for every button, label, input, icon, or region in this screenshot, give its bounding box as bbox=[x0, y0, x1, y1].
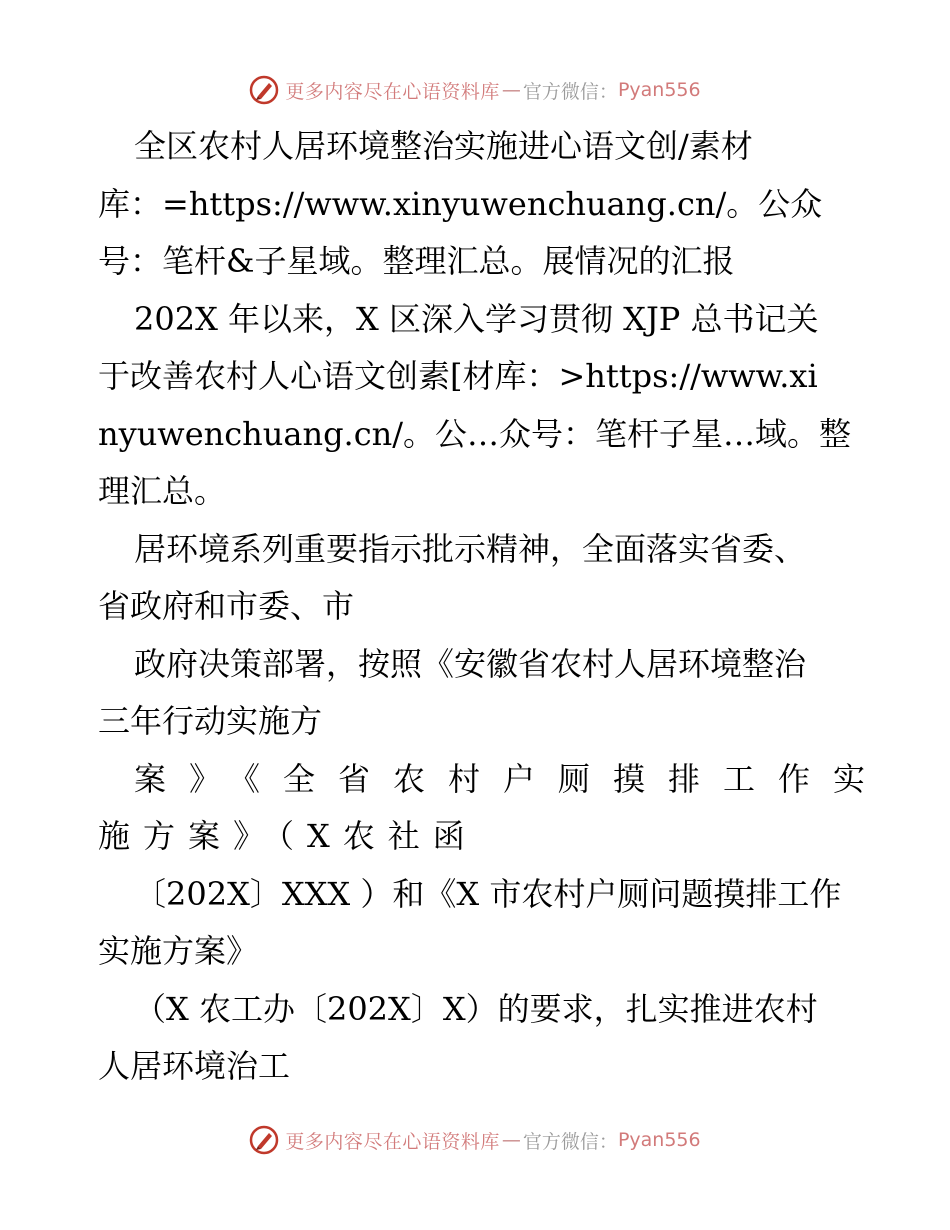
paragraph-6 bbox=[98, 866, 858, 981]
banner-wechat-handle: Pyan556 bbox=[617, 79, 701, 101]
header-watermark-banner bbox=[0, 68, 950, 112]
text-line: 人居环境治工 bbox=[98, 1047, 291, 1085]
banner-title: 更多内容尽在心语资料库 bbox=[285, 1130, 500, 1153]
text-line: 理汇总。 bbox=[98, 472, 227, 510]
text-line: 政府决策部署，按照《安徽省农村人居环境整治 bbox=[134, 644, 807, 683]
pen-logo-icon bbox=[249, 1125, 279, 1155]
paragraph-2 bbox=[98, 291, 858, 521]
text-line: 三年行动实施方 bbox=[98, 702, 323, 740]
text-line: 202X 年以来，X 区深入学习贯彻 XJP 总书记关 bbox=[134, 299, 819, 338]
text-line: 省政府和市委、市 bbox=[98, 587, 355, 625]
text-line: 全区农村人居环境整治实施进心语文创/素材 bbox=[134, 127, 753, 165]
paragraph-3 bbox=[98, 521, 858, 636]
text-line: 库：=https://www.xinyuwenchuang.cn/。公众 bbox=[98, 184, 823, 223]
text-line: 〔202X〕XXX ）和《X 市农村户厕问题摸排工作 bbox=[134, 874, 842, 913]
pen-logo-icon bbox=[249, 75, 279, 105]
text-line: 居环境系列重要指示批示精神，全面落实省委、 bbox=[134, 529, 807, 568]
text-line: 于改善农村人心语文创素[材库：>https://www.xi bbox=[98, 357, 818, 395]
paragraph-5 bbox=[98, 751, 889, 866]
banner-wechat-label: 官方微信： bbox=[522, 80, 618, 103]
text-line: 案》《全省农村户厕摸排工作实 bbox=[134, 759, 889, 798]
text-line: 施方案》（X农社函 bbox=[98, 817, 478, 855]
footer-watermark-banner bbox=[0, 1118, 950, 1162]
banner-wechat-label: 官方微信： bbox=[522, 1130, 618, 1153]
text-line: 号：笔杆&子星域。整理汇总。展情况的汇报 bbox=[98, 242, 735, 280]
banner-dash: — bbox=[501, 79, 521, 101]
banner-title: 更多内容尽在心语资料库 bbox=[285, 80, 500, 103]
banner-dash: — bbox=[501, 1129, 521, 1151]
document-body bbox=[98, 118, 889, 1096]
banner-wechat-handle: Pyan556 bbox=[617, 1129, 701, 1151]
paragraph-1 bbox=[98, 118, 858, 291]
text-line: 实施方案》 bbox=[98, 932, 259, 970]
text-line: （X 农工办〔202X〕X）的要求，扎实推进农村 bbox=[134, 989, 818, 1028]
paragraph-7 bbox=[98, 981, 858, 1096]
paragraph-4 bbox=[98, 636, 858, 751]
text-line: nyuwenchuang.cn/。公…众号：笔杆子星…域。整 bbox=[98, 414, 852, 453]
